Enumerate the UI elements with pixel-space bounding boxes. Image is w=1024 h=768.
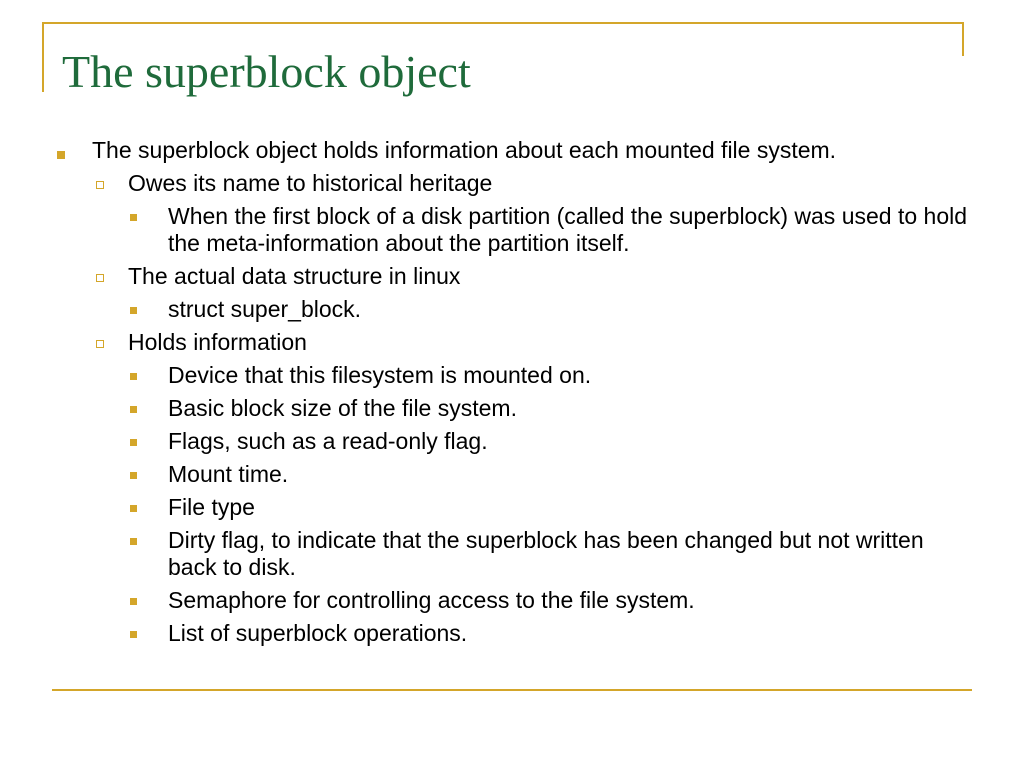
hollow-square-bullet-icon [96, 340, 104, 348]
bullet-level-3 [52, 461, 972, 488]
square-bullet-icon [130, 406, 137, 413]
slide-title: The superblock object [62, 46, 471, 97]
bullet-level-3 [52, 362, 972, 389]
bullet-text: Semaphore for controlling access to the file system. [168, 587, 695, 613]
bullet-text: Dirty flag, to indicate that the superblock has been changed but not written back to disk. [168, 527, 924, 580]
bullet-level-3 [52, 203, 972, 257]
bullet-text: When the first block of a disk partition (called the superblock) was used to hold the meta-information about the partition itself. [168, 203, 968, 256]
frame-top-rule [42, 22, 964, 24]
bullet-level-1 [52, 137, 972, 164]
bullet-level-3 [52, 587, 972, 614]
bullet-text: struct super_block. [168, 296, 362, 322]
bullet-text: Owes its name to historical heritage [128, 170, 493, 196]
frame-left-rule [42, 22, 44, 92]
square-bullet-icon [130, 598, 137, 605]
square-bullet-icon [130, 214, 137, 221]
bullet-text: The actual data structure in linux [128, 263, 461, 289]
hollow-square-bullet-icon [96, 181, 104, 189]
bullet-level-2 [52, 329, 972, 356]
square-bullet-icon [130, 439, 137, 446]
square-bullet-icon [130, 307, 137, 314]
bullet-text: File type [168, 494, 255, 520]
frame-bottom-rule [52, 689, 972, 691]
square-bullet-icon [130, 472, 137, 479]
square-bullet-icon [57, 151, 65, 159]
hollow-square-bullet-icon [96, 274, 104, 282]
bullet-level-3 [52, 620, 972, 647]
bullet-level-3 [52, 527, 972, 581]
bullet-text: Device that this filesystem is mounted on. [168, 362, 592, 388]
bullet-list [52, 137, 972, 647]
bullet-text: Mount time. [168, 461, 289, 487]
square-bullet-icon [130, 538, 137, 545]
bullet-text: List of superblock operations. [168, 620, 468, 646]
square-bullet-icon [130, 631, 137, 638]
frame-right-rule [962, 22, 964, 56]
bullet-text: The superblock object holds information about each mounted file system. [92, 137, 837, 163]
bullet-level-2 [52, 170, 972, 197]
bullet-level-3 [52, 395, 972, 422]
bullet-text: Holds information [128, 329, 307, 355]
bullet-level-3 [52, 296, 972, 323]
square-bullet-icon [130, 505, 137, 512]
bullet-level-3 [52, 428, 972, 455]
bullet-level-2 [52, 263, 972, 290]
bullet-text: Flags, such as a read-only flag. [168, 428, 488, 454]
bullet-level-3 [52, 494, 972, 521]
bullet-text: Basic block size of the file system. [168, 395, 517, 421]
square-bullet-icon [130, 373, 137, 380]
